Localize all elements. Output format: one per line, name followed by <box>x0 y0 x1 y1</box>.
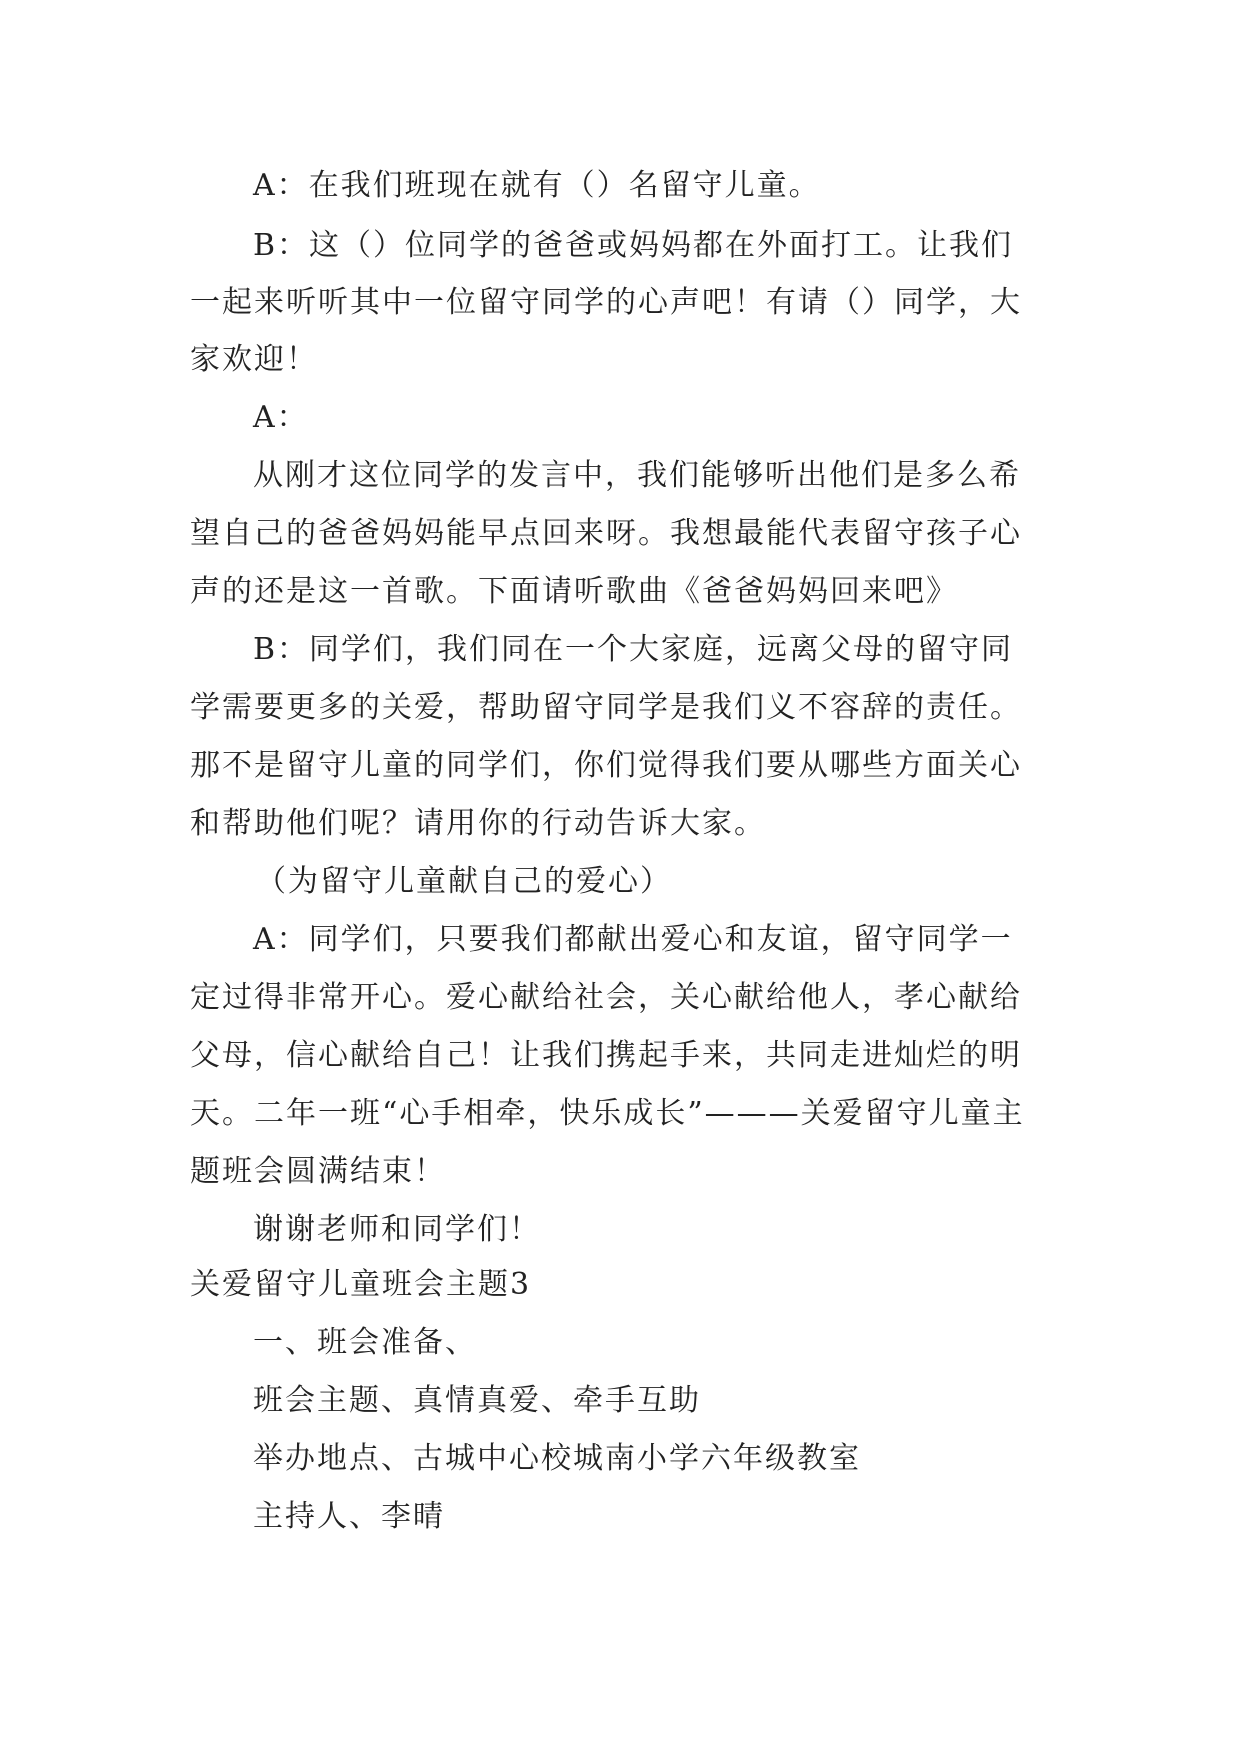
paragraph-line: 天。二年一班“心手相牵，快乐成长”———关爱留守儿童主 <box>190 1096 1025 1131</box>
paragraph-line: 定过得非常开心。爱心献给社会，关心献给他人，孝心献给 <box>190 980 1022 1015</box>
paragraph-line: 一起来听听其中一位留守同学的心声吧！有请（）同学，大 <box>190 285 1022 320</box>
paragraph-line: B：这（）位同学的爸爸或妈妈都在外面打工。让我们 <box>253 228 1014 263</box>
paragraph-line: B：同学们，我们同在一个大家庭，远离父母的留守同 <box>253 632 1014 667</box>
paragraph-line: A：在我们班现在就有（）名留守儿童。 <box>253 168 821 203</box>
list-item: 举办地点、古城中心校城南小学六年级教室 <box>253 1441 861 1476</box>
paragraph-line: 父母，信心献给自己！让我们携起手来，共同走进灿烂的明 <box>190 1038 1022 1073</box>
stage-direction: （为留守儿童献自己的爱心） <box>256 864 672 899</box>
paragraph-line: 和帮助他们呢？请用你的行动告诉大家。 <box>190 806 766 841</box>
list-item: 一、班会准备、 <box>253 1325 477 1360</box>
paragraph-line: 那不是留守儿童的同学们，你们觉得我们要从哪些方面关心 <box>190 748 1022 783</box>
paragraph-line: 望自己的爸爸妈妈能早点回来呀。我想最能代表留守孩子心 <box>190 516 1022 551</box>
paragraph-line: 学需要更多的关爱，帮助留守同学是我们义不容辞的责任。 <box>190 690 1022 725</box>
paragraph-line: 谢谢老师和同学们！ <box>253 1212 541 1247</box>
paragraph-line: A： <box>253 400 309 435</box>
paragraph-line: 家欢迎！ <box>190 342 318 377</box>
section-heading: 关爱留守儿童班会主题3 <box>190 1267 532 1302</box>
paragraph-line: 声的还是这一首歌。下面请听歌曲《爸爸妈妈回来吧》 <box>190 574 958 609</box>
paragraph-line: A：同学们，只要我们都献出爱心和友谊，留守同学一 <box>253 922 1013 957</box>
paragraph-line: 从刚才这位同学的发言中，我们能够听出他们是多么希 <box>253 458 1021 493</box>
list-item: 主持人、李晴 <box>253 1499 445 1534</box>
list-item: 班会主题、真情真爱、牵手互助 <box>253 1383 701 1418</box>
paragraph-line: 题班会圆满结束！ <box>190 1154 446 1189</box>
